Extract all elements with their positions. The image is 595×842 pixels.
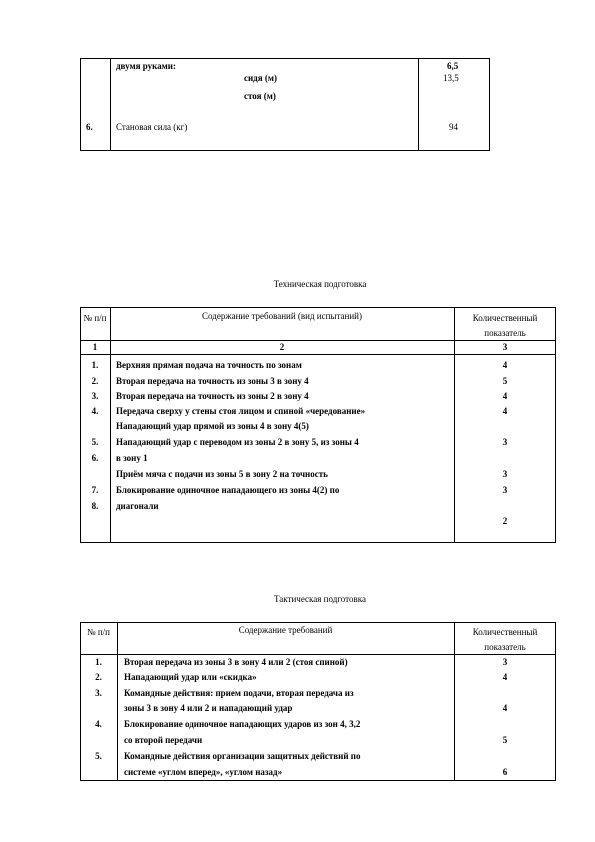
qty-value: 3 [502, 469, 508, 479]
requirement-text: Командные действия организации защитных действий по [124, 751, 361, 761]
requirement-text: Вторая передача на точность из зоны 2 в зону 4 [116, 391, 309, 401]
qty-value: 5 [502, 735, 508, 745]
requirement-text: Блокирование одиночное нападающих ударов из зон 4, 3,2 [124, 719, 361, 729]
row-number: 4. [95, 719, 102, 729]
qty-value: 3 [502, 657, 508, 667]
row-label: Становая сила (кг) [116, 122, 188, 132]
section-title-tactical: Тактическая подготовка [274, 594, 366, 604]
qty-value: 4 [502, 406, 508, 416]
row-number: 3. [91, 391, 99, 401]
requirement-text: со второй передачи [124, 735, 203, 745]
qty-value: 3 [502, 485, 508, 495]
row-number: 3. [95, 688, 102, 698]
table-border-right [555, 622, 556, 781]
table-border-top [80, 622, 556, 623]
row-sublabel: стоя (м) [244, 91, 276, 101]
table-row-divider [80, 354, 556, 355]
requirement-text: Передача сверху у стены стоя лицом и спиной «чередование» [116, 406, 366, 416]
row-value: 94 [449, 122, 458, 132]
table-border-bottom [80, 150, 490, 151]
qty-value: 2 [502, 516, 508, 526]
row-value: 6,5 [447, 61, 459, 71]
qty-value: 5 [502, 376, 508, 386]
row-number: 6. [91, 453, 99, 463]
requirement-text: Блокирование одиночное нападающего из зоны 4(2) по [116, 485, 340, 495]
header-num: № п/п [83, 313, 107, 323]
table-border-top [80, 307, 556, 308]
row-label: двумя руками: [116, 61, 176, 71]
header-content: Содержание требований [238, 625, 333, 635]
row-value: 13,5 [443, 73, 459, 83]
table-border-right [489, 58, 490, 151]
table-border-top [80, 58, 490, 59]
requirement-text: зоны 3 в зону 4 или 2 и нападающий удар [124, 703, 293, 713]
qty-value: 3 [502, 437, 508, 447]
row-number: 8. [91, 501, 99, 511]
qty-value: 4 [502, 703, 508, 713]
section-title-technical: Техническая подготовка [273, 279, 367, 289]
table-col-divider [454, 622, 455, 781]
requirement-text: Вторая передача из зоны 3 в зону 4 или 2 (стоя спиной) [124, 657, 348, 667]
row-number: 2. [91, 376, 99, 386]
row-number: 5. [91, 437, 99, 447]
requirement-text: диагонали [116, 501, 159, 511]
header-num: № п/п [87, 627, 110, 637]
header-qty: Количественный показатель [472, 627, 538, 652]
row-sublabel: сидя (м) [244, 73, 277, 83]
requirement-text: системе «углом вперед», «углом назад» [124, 767, 283, 777]
requirement-text: Нападающий удар с переводом из зоны 2 в зону 5, из зоны 4 [116, 437, 359, 447]
row-number: 4. [91, 406, 99, 416]
requirement-text: Нападающий удар прямой из зоны 4 в зону 4(5) [116, 421, 309, 431]
index-cell: 3 [502, 342, 508, 352]
row-number: 5. [95, 751, 102, 761]
header-qty: Количественный показатель [472, 313, 538, 338]
requirement-text: Верхняя прямая подача на точность по зонам [116, 360, 302, 370]
requirement-text: Командные действия: прием подачи, вторая передача из [124, 688, 354, 698]
row-number: 2. [95, 672, 102, 682]
qty-value: 4 [502, 360, 508, 370]
qty-value: 4 [502, 391, 508, 401]
qty-value: 4 [502, 672, 508, 682]
index-cell: 2 [279, 342, 285, 352]
requirement-text: Приём мяча с подачи из зоны 5 в зону 2 на точность [116, 469, 328, 479]
requirement-text: Нападающий удар или «скидка» [124, 672, 257, 682]
row-number: 6. [86, 122, 93, 132]
qty-value: 6 [502, 767, 508, 777]
table-border-bottom [80, 542, 556, 543]
row-number: 1. [95, 657, 102, 667]
table-col-divider [110, 58, 111, 151]
row-number: 1. [91, 360, 99, 370]
header-content: Содержание требований (вид испытаний) [202, 311, 362, 321]
requirement-text: в зону 1 [116, 453, 148, 463]
table-border-left [80, 58, 81, 151]
row-number: 7. [91, 485, 99, 495]
table-col-divider [117, 622, 118, 781]
table-col-divider [418, 58, 419, 151]
index-cell: 1 [92, 342, 98, 352]
table-border-bottom [80, 780, 556, 781]
requirement-text: Вторая передача на точность из зоны 3 в зону 4 [116, 376, 309, 386]
